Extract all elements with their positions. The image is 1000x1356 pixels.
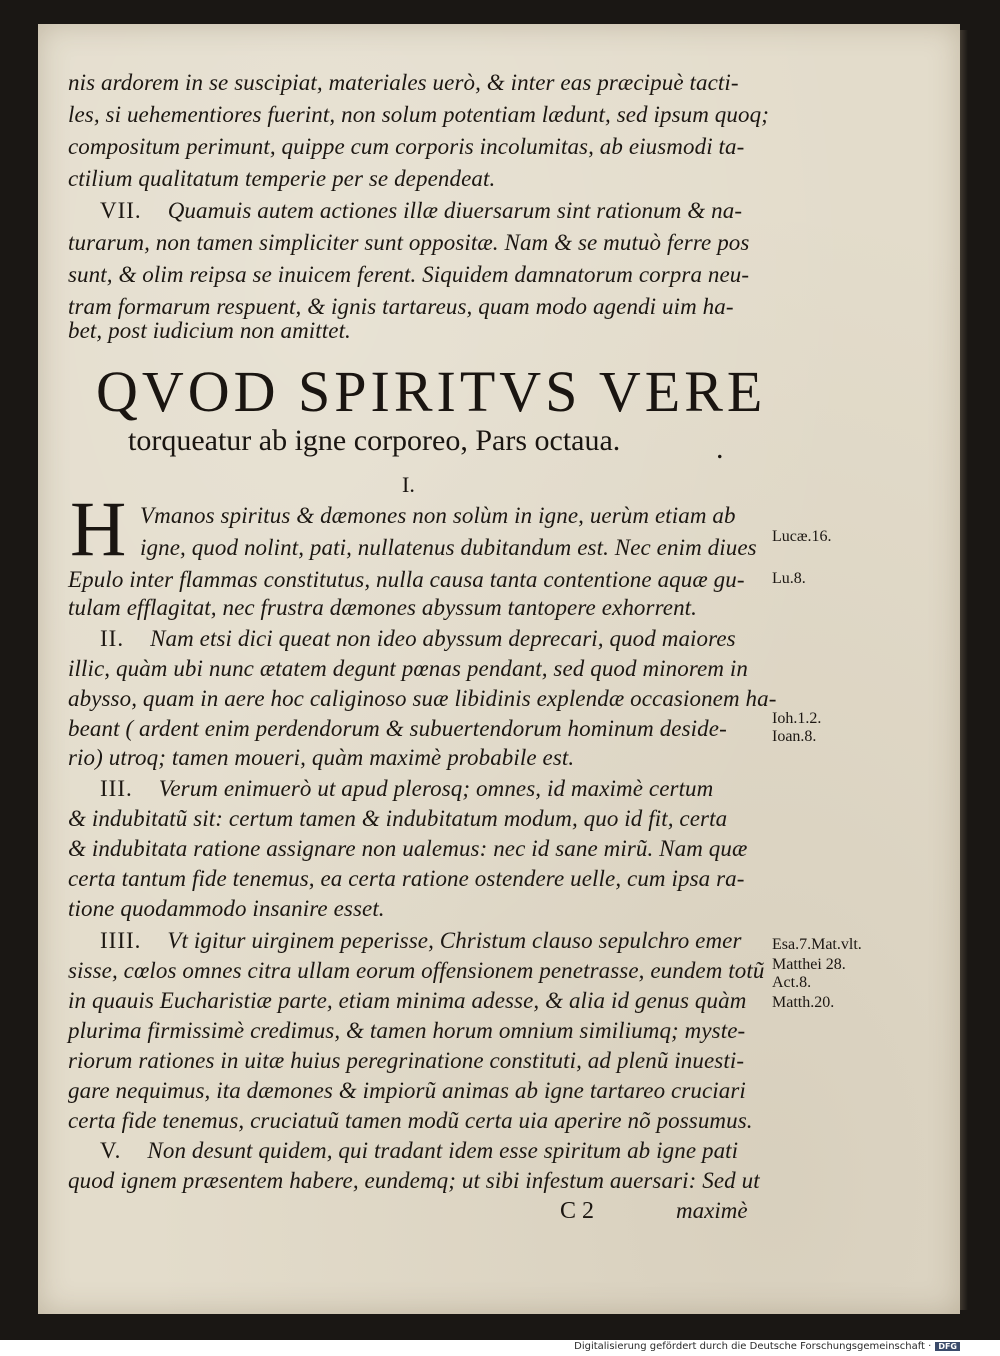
- text-span: Verum enimuerò ut apud plerosq; omnes, id maximè certum: [158, 776, 714, 801]
- text-line: Epulo inter flammas constitutus, nulla causa tanta contentione aquæ gu-: [68, 567, 745, 592]
- text-line: abysso, quam in aere hoc caliginoso suæ libidinis explendæ occasionem ha-: [68, 686, 777, 711]
- paragraph-3-line: [100, 776, 713, 802]
- text-line: & indubitata ratione assignare non ualemus: nec id sane mirũ. Nam quæ: [68, 836, 748, 861]
- ornament-dot: .: [716, 432, 724, 465]
- signature-mark: C 2: [560, 1198, 595, 1224]
- margin-note: Ioan.8.: [772, 728, 817, 745]
- text-line: tione quodammodo insanire esset.: [68, 896, 385, 921]
- paragraph-4-line: [100, 928, 742, 954]
- text-line: bet, post iudicium non amittet.: [68, 318, 351, 343]
- text-line: tulam efflagitat, nec frustra dæmones abyssum tantopere exhorrent.: [68, 595, 698, 620]
- chapter-heading: QVOD SPIRITVS VERE: [96, 359, 767, 424]
- paragraph-number: II.: [100, 626, 125, 651]
- text-line: Vmanos spiritus & dæmones non solùm in igne, uerùm etiam ab: [140, 503, 736, 528]
- text-line: in quauis Eucharistiæ parte, etiam minima adesse, & alia id genus quàm: [68, 988, 747, 1013]
- catchword: maximè: [676, 1198, 748, 1223]
- text-line: les, si uehementiores fuerint, non solum potentiam lædunt, sed ipsum quoq;: [68, 102, 769, 127]
- text-line: sisse, cœlos omnes citra ullam eorum offensionem penetrasse, eundem totũ: [68, 958, 765, 983]
- paragraph-2-line: [100, 626, 736, 652]
- text-line: tram formarum respuent, & ignis tartareus, quam modo agendi uim ha-: [68, 294, 734, 319]
- drop-cap: H: [70, 485, 127, 572]
- digitization-credit: [574, 1341, 960, 1352]
- text-line: illic, quàm ubi nunc ætatem degunt pœnas pendant, sed quod minorem in: [68, 656, 749, 681]
- text-line: ctilium qualitatum temperie per se dependeat.: [68, 166, 496, 191]
- margin-note: Esa.7.Mat.vlt.: [772, 936, 862, 953]
- text-span: Non desunt quidem, qui tradant idem esse spiritum ab igne pati: [147, 1138, 739, 1163]
- text-line: igne, quod nolint, pati, nullatenus dubitandum est. Nec enim diues: [140, 535, 757, 560]
- margin-note: Matthei 28.: [772, 956, 846, 973]
- dfg-logo-icon: DFG: [935, 1342, 960, 1351]
- text-line: quod ignem præsentem habere, eundemq; ut sibi infestum auersari: Sed ut: [68, 1168, 760, 1193]
- text-span: Quamuis autem actiones illæ diuersarum sint rationum & na-: [167, 198, 743, 223]
- text-line: plurima firmissimè credimus, & tamen horum omnium similiumq; myste-: [68, 1018, 746, 1043]
- text-span: Vt igitur uirginem peperisse, Christum clauso sepulchro emer: [167, 928, 742, 953]
- text-line: riorum rationes in uitæ huius peregrinatione constituti, ad plenũ inuesti-: [68, 1048, 745, 1073]
- paragraph-number: IIII.: [100, 928, 142, 953]
- text-line: certa fide tenemus, cruciatuũ tamen modũ certa uia aperire nõ possumus.: [68, 1108, 753, 1133]
- text-line: certa tantum fide tenemus, ea certa ratione ostendere uelle, cum ipsa ra-: [68, 866, 745, 891]
- text-line: & indubitatũ sit: certum tamen & indubitatum modum, quo id fit, certa: [68, 806, 728, 831]
- paragraph-5-line: [100, 1138, 738, 1164]
- text-line: nis ardorem in se suscipiat, materiales uerò, & inter eas præcipuè tacti-: [68, 70, 739, 95]
- paragraph-7-line: [100, 198, 742, 224]
- paragraph-number: III.: [100, 776, 133, 801]
- margin-note: Ioh.1.2.: [772, 710, 822, 727]
- margin-note: Lu.8.: [772, 570, 806, 587]
- margin-note: Act.8.: [772, 974, 812, 991]
- paragraph-number: V.: [100, 1138, 122, 1163]
- section-number: I.: [402, 472, 415, 497]
- credit-text: Digitalisierung gefördert durch die Deutsche Forschungsgemeinschaft ·: [574, 1341, 932, 1352]
- margin-note: Lucæ.16.: [772, 528, 832, 545]
- paragraph-number: VII.: [100, 198, 142, 223]
- text-line: sunt, & olim reipsa se inuicem ferent. Siquidem damnatorum corpra neu-: [68, 262, 750, 287]
- text-line: gare nequimus, ita dæmones & impiorũ animas ab igne tartareo cruciari: [68, 1078, 746, 1103]
- margin-note: Matth.20.: [772, 994, 835, 1011]
- text-line: turarum, non tamen simpliciter sunt oppositæ. Nam & se mutuò ferre pos: [68, 230, 750, 255]
- text-line: compositum perimunt, quippe cum corporis incolumitas, ab eiusmodi ta-: [68, 134, 745, 159]
- chapter-subheading: torqueatur ab igne corporeo, Pars octaua.: [128, 424, 621, 457]
- text-span: Nam etsi dici queat non ideo abyssum deprecari, quod maiores: [150, 626, 736, 651]
- text-line: rio) utroq; tamen moueri, quàm maximè probabile est.: [68, 745, 575, 770]
- text-line: beant ( ardent enim perdendorum & subuertendorum hominum deside-: [68, 716, 727, 741]
